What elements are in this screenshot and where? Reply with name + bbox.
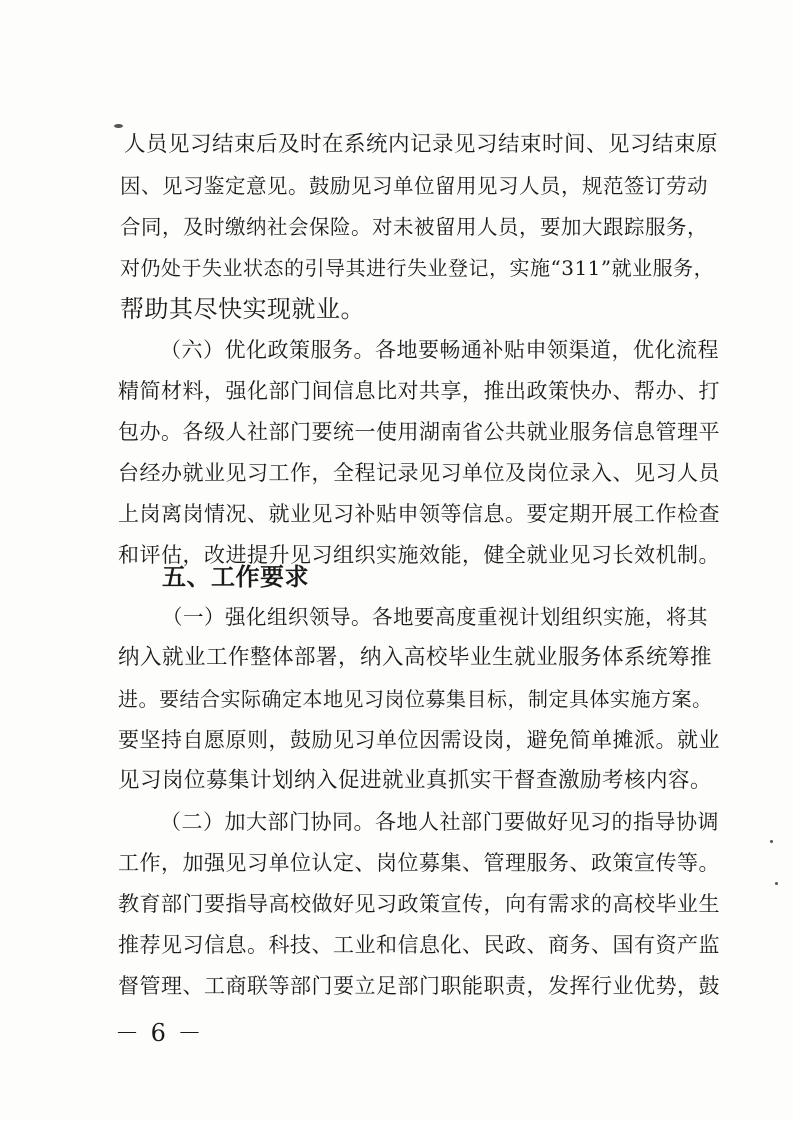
paragraph-6-line-1: （六）优化政策服务。各地要畅通补贴申领渠道，优化流程 — [160, 338, 719, 362]
paragraph-2-line-4: 推荐见习信息。科技、工业和信息化、民政、商务、国有资产监 — [118, 933, 720, 957]
paragraph-2-line-2: 工作，加强见习单位认定、岗位募集、管理服务、政策宣传等。 — [118, 851, 720, 875]
body-line-1: 人员见习结束后及时在系统内记录见习结束时间、见习结束原 — [124, 132, 719, 157]
paragraph-1-line-5: 见习岗位募集计划纳入促进就业真抓实干督查激励考核内容。 — [118, 768, 713, 793]
scan-speck — [775, 882, 778, 885]
paragraph-1-line-2: 纳入就业工作整体部署，纳入高校毕业生就业服务体系统筹推 — [118, 645, 713, 670]
paragraph-2-line-5: 督管理、工商联等部门要立足部门职能职责，发挥行业优势，鼓 — [118, 974, 720, 998]
paragraph-2-line-3: 教育部门要指导高校做好见习政策宣传，向有需求的高校毕业生 — [118, 892, 720, 916]
paragraph-1-line-3: 进。要结合实际确定本地见习岗位募集目标，制定具体实施方案。 — [118, 687, 713, 711]
paragraph-6-line-3: 包办。各级人社部门要统一使用湖南省公共就业服务信息管理平 — [118, 420, 720, 444]
body-line-4: 对仍处于失业状态的引导其进行失业登记，实施“311”就业服务， — [120, 256, 715, 280]
paragraph-6-line-4: 台经办就业见习工作，全程记录见习单位及岗位录入、见习人员 — [118, 461, 720, 485]
paragraph-1-line-1: （一）强化组织领导。各地要高度重视计划组织实施，将其 — [162, 605, 708, 629]
paragraph-6-line-6: 和评估，改进提升见习组织实施效能，健全就业见习长效机制。 — [118, 543, 720, 567]
scan-speck — [114, 124, 123, 128]
page-number: － 6 － — [115, 1019, 204, 1047]
section-heading-work-requirements: 五、工作要求 — [162, 563, 309, 591]
paragraph-6-line-5: 上岗离岗情况、就业见习补贴申领等信息。要定期开展工作检查 — [118, 502, 720, 526]
paragraph-2-line-1: （二）加大部门协同。各地人社部门要做好见习的指导协调 — [160, 810, 719, 834]
paragraph-6-line-2: 精简材料，强化部门间信息比对共享，推出政策快办、帮办、打 — [118, 379, 720, 403]
body-line-5: 帮助其尽快实现就业。 — [120, 295, 365, 323]
body-line-2: 因、见习鉴定意见。鼓励见习单位留用见习人员，规范签订劳动 — [120, 174, 708, 198]
body-line-3: 合同，及时缴纳社会保险。对未被留用人员，要加大跟踪服务， — [120, 215, 708, 239]
paragraph-1-line-4: 要坚持自愿原则，鼓励见习单位因需设岗，避免简单摊派。就业 — [118, 728, 720, 752]
scan-speck — [770, 840, 773, 843]
